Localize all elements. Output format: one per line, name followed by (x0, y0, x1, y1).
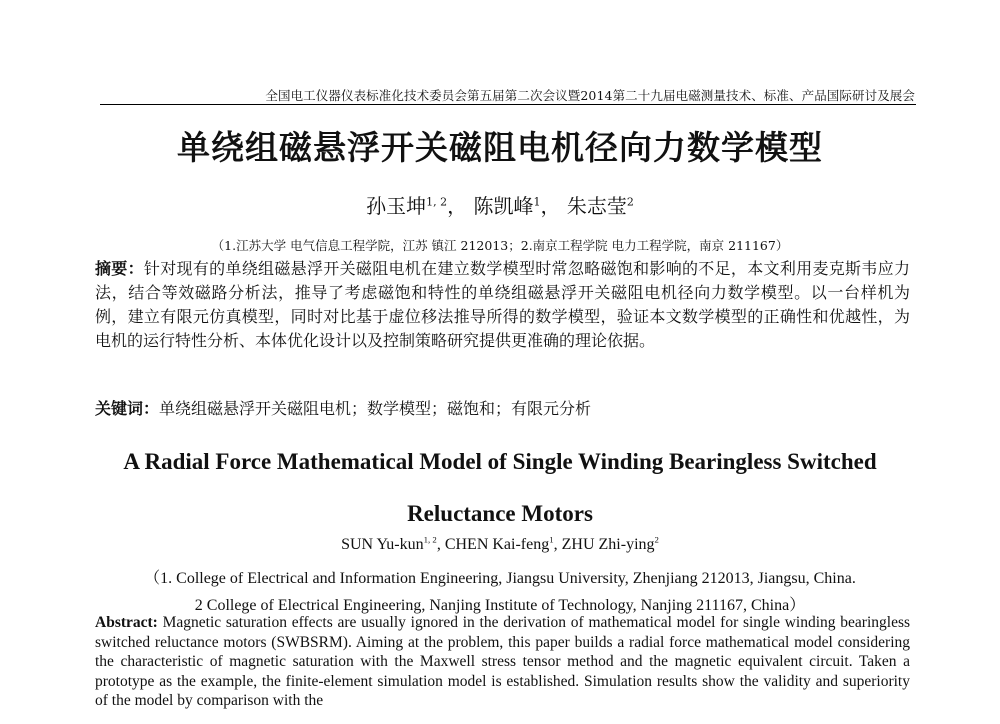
title-zh: 单绕组磁悬浮开关磁阻电机径向力数学模型 (177, 128, 823, 167)
author-zh: 陈凯峰 (473, 194, 534, 218)
abstract-en (95, 613, 910, 711)
running-header: 全国电工仪器仪表标准化技术委员会第五届第二次会议暨2014第二十九届电磁测量技术、标准、产品国际研讨及展会 (265, 88, 915, 103)
author-zh-affil-mark: 1 (533, 195, 541, 209)
author-en: ZHU Zhi-ying (561, 536, 655, 553)
author-zh-affil-mark: 1, 2 (426, 195, 448, 209)
author-en: SUN Yu-kun (341, 536, 424, 553)
author-en-affil-mark: 2 (654, 534, 659, 545)
author-separator: ， (447, 194, 468, 218)
header-rule (100, 104, 916, 105)
keywords-zh-label: 关键词： (95, 399, 160, 418)
keywords-zh-text: 单绕组磁悬浮开关磁阻电机；数学模型；磁饱和；有限元分析 (159, 399, 592, 418)
author-separator: ， (540, 194, 561, 218)
authors-zh (0, 190, 1000, 219)
abstract-zh-text: 针对现有的单绕组磁悬浮开关磁阻电机在建立数学模型时常忽略磁饱和影响的不足，本文利用麦克斯韦应力法，结合等效磁路分析法，推导了考虑磁饱和特性的单绕组磁悬浮开关磁阻电机径向力数学模型。以一台样机为例，建立有限元仿真模型，同时对比基于虚位移法推导所得的数学模型，验证本文数学模型的正确性和优越性，为电机的运行特性分析、本体优化设计以及控制策略研究提供更准确的理论依据。 (95, 259, 910, 350)
author-zh-affil-mark: 2 (626, 195, 634, 209)
author-en: CHEN Kai-feng (444, 536, 550, 553)
title-en-line: A Radial Force Mathematical Model of Single Winding Bearingless Switched (123, 449, 877, 474)
abstract-en-text: Magnetic saturation effects are usually ignored in the derivation of mathematical model for single winding bearingless switched reluctance motors (SWBSRM). Aiming at the problem, this paper builds a radial force mathematical model considering the characteristic of magnetic saturation with the Maxwell stress tensor method and the magnetic equivalent circuit. Taken a prototype as the example, the finite-element simulation model is established. Simulation results show the validity and superiority of the model by comparison with the (95, 614, 911, 709)
author-en-affil-mark: 1, 2 (423, 534, 437, 545)
abstract-en-label: Abstract: (95, 614, 158, 631)
title-en-line: Reluctance Motors (407, 501, 593, 526)
author-zh: 朱志莹 (566, 194, 627, 218)
abstract-zh (95, 257, 910, 353)
affiliation-en-1: （1. College of Electrical and Information Engineering, Jiangsu University, Zhenjiang 212013, Jiangsu, China. (144, 570, 856, 587)
keywords-zh (95, 397, 910, 421)
abstract-zh-label: 摘要： (95, 259, 144, 278)
author-separator: , (553, 536, 562, 553)
affiliation-zh: （1.江苏大学 电气信息工程学院，江苏 镇江 212013；2.南京工程学院 电力工程学院，南京 211167） (211, 238, 789, 253)
authors-en (0, 536, 1000, 554)
author-en-affil-mark: 1 (549, 534, 554, 545)
author-zh: 孙玉坤 (366, 194, 427, 218)
affiliation-en-2: 2 College of Electrical Engineering, Nanjing Institute of Technology, Nanjing 211167, China） (194, 597, 806, 614)
title-en (0, 436, 1000, 540)
author-separator: , (436, 536, 445, 553)
